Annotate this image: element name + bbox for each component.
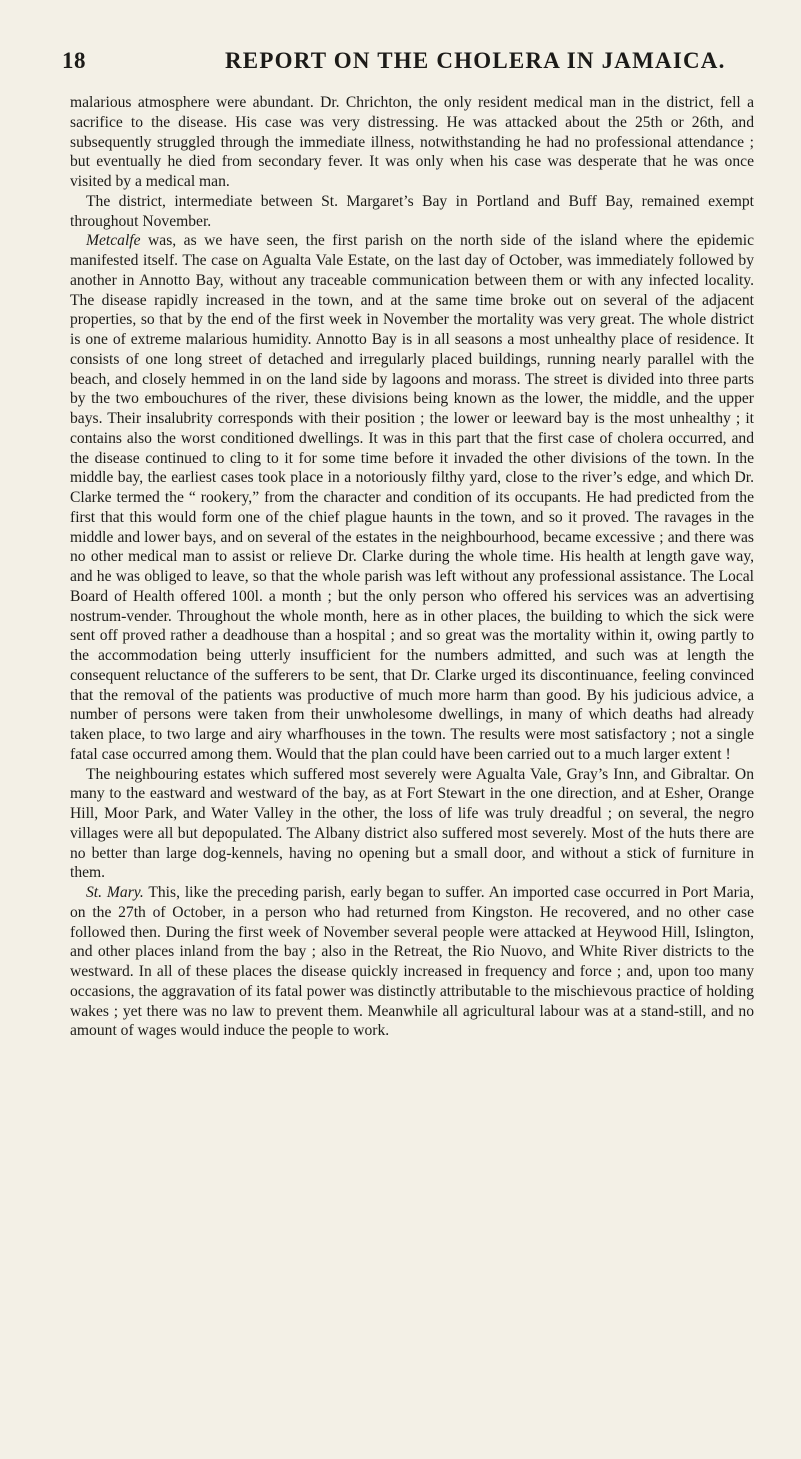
paragraph-metcalfe — [70, 231, 754, 764]
page-header — [0, 48, 801, 78]
paragraph-text: The district, intermediate between St. Margaret’s Bay in Portland and Buff Bay, remained exempt throughout November. — [70, 192, 754, 230]
body-text — [70, 93, 754, 1041]
paragraph-buff-bay — [70, 192, 754, 232]
page-number: 18 — [62, 48, 86, 73]
paragraph-text: This, like the preceding parish, early began to suffer. An imported case occurred in Port Maria, on the 27th of October, in a person who had returned from Kingston. He recovered, and no other case followed then. During the first week of November several people were attacked at Heywood Hill, Islington, and other places inland from the bay ; also in the Retreat, the Rio Nuovo, and White River districts to the westward. In all of these places the disease quickly increased in frequency and force ; and, upon too many occasions, the aggravation of its fatal power was distinctly attributable to the mischievous practice of holding wakes ; yet there was no law to prevent them. Meanwhile all agricultural labour was at a stand-still, and no amount of wages would induce the people to work. — [70, 884, 754, 1040]
parish-heading-st-mary: St. Mary. — [86, 884, 144, 901]
paragraph-neighbouring-estates — [70, 765, 754, 884]
paragraph-chrichton — [70, 93, 754, 192]
paragraph-text: was, as we have seen, the first parish on the north side of the island where the epidemic manifested itself. The case on Agualta Vale Estate, on the last day of October, was immediately followed by another in Annotto Bay, without any traceable communication between them or with any infected locality. The disease rapidly increased in the town, and at the same time broke out on several of the adjacent properties, so that by the end of the first week in November the mortality was very great. The whole district is one of extreme malarious humidity. Annotto Bay is in all seasons a most unhealthy place of residence. It consists of one long street of detached and irregularly placed buildings, running nearly parallel with the beach, and closely hemmed in on the land side by lagoons and morass. The street is divided into three parts by the two embouchures of the river, these divisions being known as the lower, the middle, and the upper bays. Their insalubrity corresponds with their position ; the lower or leeward bay is the most unhealthy ; it contains also the worst conditioned dwellings. It was in this part that the first case of cholera occurred, and the disease continued to cling to it for some time before it invaded the other divisions of the town. In the middle bay, the earliest cases took place in a notoriously filthy yard, close to the river’s edge, and which Dr. Clarke termed the “ rookery,” from the character and condition of its occupants. He had predicted from the first that this would form one of the chief plague haunts in the town, and so it proved. The ravages in the middle and lower bays, and on several of the estates in the neighbourhood, became excessive ; and there was no other medical man to assist or relieve Dr. Clarke during the whole time. His health at length gave way, and he was obliged to leave, so that the whole parish was left without any professional assistance. The Local Board of Health offered 100l. a month ; but the only person who offered his services was an advertising nostrum-vender. Throughout the whole month, here as in other places, the building to which the sick were sent off proved rather a deadhouse than a hospital ; and so great was the mortality within it, owing partly to the accommodation being utterly insufficient for the numbers admitted, and such was at length the consequent reluctance of the sufferers to be sent, that Dr. Clarke urged its discontinuance, feeling convinced that the removal of the patients was productive of much more harm than good. By his judicious advice, a number of persons were taken from their unwholesome dwellings, in many of which deaths had already taken place, to two large and airy wharfhouses in the town. The results were most satisfactory ; not a single fatal case occurred among them. Would that the plan could have been carried out to a much larger extent ! — [70, 232, 754, 763]
paragraph-text: malarious atmosphere were abundant. Dr. Chrichton, the only resident medical man in the district, fell a sacrifice to the disease. His case was very distressing. He was attacked about the 25th or 26th, and subsequently struggled through the immediate illness, notwithstanding he had no professional attendance ; but eventually he died from secondary fever. It was only when his case was desperate that he was once visited by a medical man. — [70, 94, 754, 190]
parish-heading-metcalfe: Metcalfe — [86, 232, 141, 250]
paragraph-text: The neighbouring estates which suffered most severely were Agualta Vale, Gray’s Inn, and Gibraltar. On many to the eastward and westward of the bay, as at Fort Stewart in the one direction, and at Esher, Orange Hill, Moor Park, and Water Valley in the other, the loss of life was truly dreadful ; on several, the negro villages were all but depopulated. The Albany district also suffered most severely. Most of the huts there are no better than large dog-kennels, having no opening but a small door, and without a stick of furniture in them. — [70, 765, 754, 882]
running-title: REPORT ON THE CHOLERA IN JAMAICA. — [225, 48, 726, 73]
paragraph-st-mary — [70, 883, 754, 1041]
